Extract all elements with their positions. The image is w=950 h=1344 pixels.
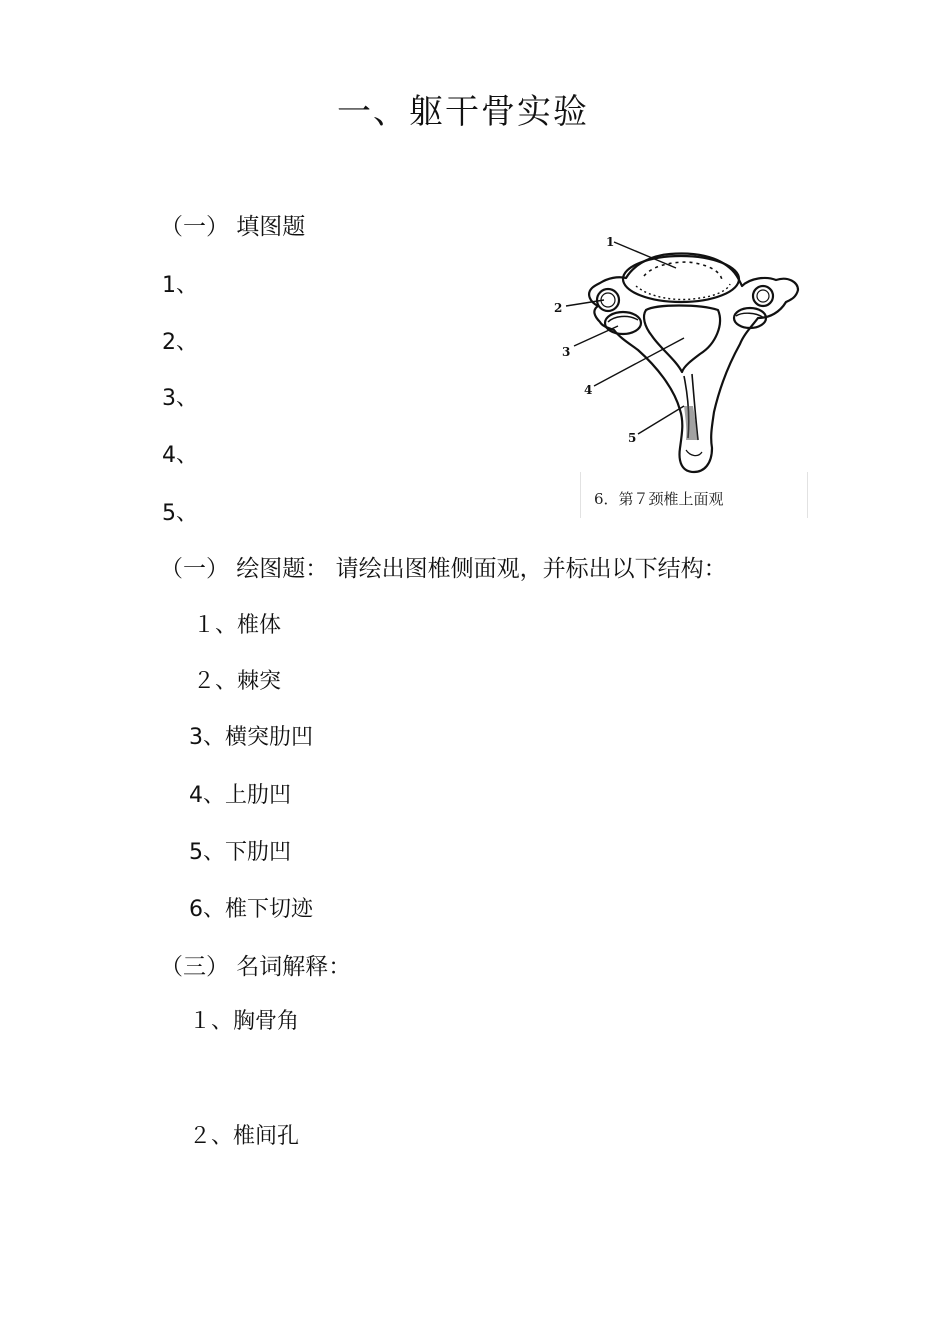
drawing-item-2: ２、棘突 [193, 669, 282, 694]
callout-2: 2 [554, 301, 563, 315]
drawing-item-6: 6、椎下切迹 [189, 897, 313, 922]
figure-caption: 6．第７颈椎上面观 [594, 490, 724, 508]
fill-blank-2: 2、 [162, 330, 198, 355]
callout-5: 5 [628, 431, 637, 445]
section-fill-diagram-heading: （一） 填图题 [160, 214, 306, 240]
cervical-vertebra-illustration [554, 226, 808, 472]
callout-3: 3 [562, 345, 571, 359]
drawing-item-4: 4、上肋凹 [189, 783, 291, 808]
section-drawing-heading: （一） 绘图题： 请绘出图椎侧面观，并标出以下结构： [160, 556, 727, 582]
vertebra-figure [554, 226, 808, 520]
callout-1: 1 [606, 235, 615, 249]
fill-blank-3: 3、 [162, 386, 198, 411]
drawing-item-5: 5、下肋凹 [189, 840, 291, 865]
definition-item-1: １、胸骨角 [189, 1009, 300, 1034]
section-definitions-heading: （三） 名词解释： [160, 954, 352, 980]
fill-blank-5: 5、 [162, 501, 198, 526]
callout-4: 4 [584, 383, 593, 397]
drawing-item-1: １、椎体 [193, 613, 282, 638]
drawing-item-3: 3、横突肋凹 [189, 725, 313, 750]
fill-blank-1: 1、 [162, 273, 198, 298]
fill-blank-4: 4、 [162, 443, 198, 468]
page-title: 一、躯干骨实验 [337, 92, 589, 132]
definition-item-2: ２、椎间孔 [189, 1124, 300, 1149]
